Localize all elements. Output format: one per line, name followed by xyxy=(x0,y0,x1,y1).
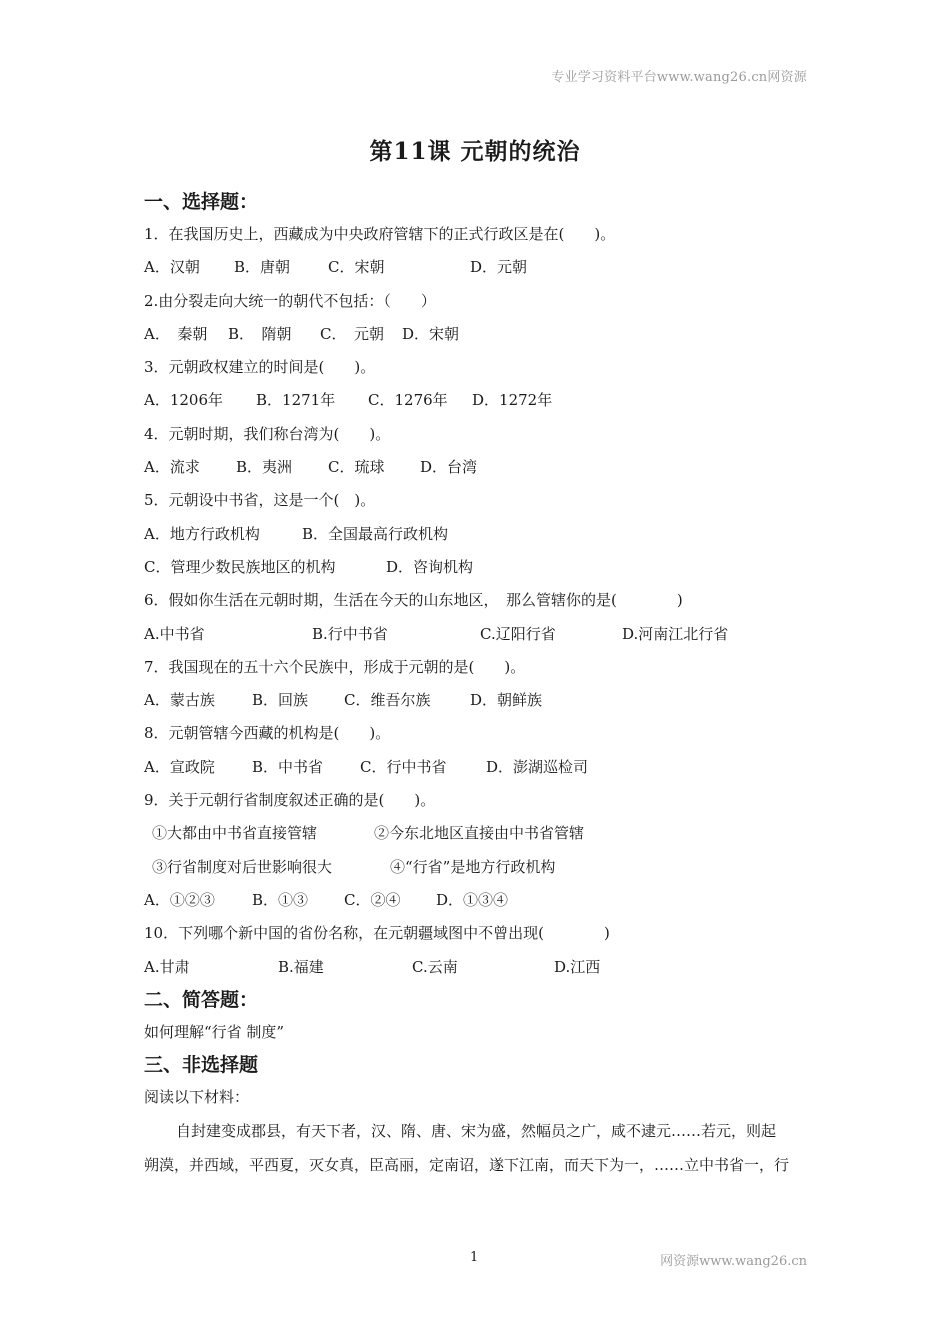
statement: ③行省制度对后世影响很大 xyxy=(152,857,333,876)
question-text: 4．元朝时期，我们称台湾为( )。 xyxy=(144,424,391,443)
option: A．1206年 xyxy=(144,391,224,410)
section-heading-choice: 一、选择题： xyxy=(144,191,259,213)
option: C．1276年 xyxy=(368,391,448,410)
option: D．咨询机构 xyxy=(386,557,474,576)
question-text: 5．元朝设中书省，这是一个( )。 xyxy=(144,491,376,510)
option: D．澎湖巡检司 xyxy=(486,757,589,776)
option: B．中书省 xyxy=(252,757,324,776)
reading-passage-line: 自封建变成郡县，有天下者，汉、隋、唐、宋为盛，然幅员之广，咸不逮元……若元，则起 xyxy=(176,1122,777,1141)
question-text: 10．下列哪个新中国的省份名称，在元朝疆域图中不曾出现( ) xyxy=(144,924,610,943)
page-title: 第11课 元朝的统治 xyxy=(369,138,581,165)
option: B．全国最高行政机构 xyxy=(302,524,449,543)
question-text: 7．我国现在的五十六个民族中，形成于元朝的是( )。 xyxy=(144,657,526,676)
page-number: 1 xyxy=(470,1250,479,1265)
question-text: 9．关于元朝行省制度叙述正确的是( )。 xyxy=(144,791,436,810)
option-row xyxy=(144,451,814,484)
statement-row xyxy=(144,817,814,850)
option-row xyxy=(144,251,814,284)
statement-row xyxy=(144,851,814,884)
option-row xyxy=(144,318,814,351)
option: D．朝鲜族 xyxy=(470,691,543,710)
footer-watermark: 网资源www.wang26.cn xyxy=(660,1254,807,1269)
option: B．夷洲 xyxy=(236,458,293,477)
option: B．1271年 xyxy=(256,391,336,410)
option: A．宣政院 xyxy=(144,757,215,776)
option: B．回族 xyxy=(252,691,309,710)
option: B.行中书省 xyxy=(312,624,388,643)
option: A.甘肃 xyxy=(144,957,190,976)
question-text: 6．假如你生活在元朝时期，生活在今天的山东地区， 那么管辖你的是( ) xyxy=(144,591,683,610)
option: B． 隋朝 xyxy=(228,324,292,343)
option: A.中书省 xyxy=(144,624,205,643)
option: C．管理少数民族地区的机构 xyxy=(144,557,336,576)
option: B．①③ xyxy=(252,890,309,909)
option: C． 元朝 xyxy=(320,324,384,343)
reading-passage-line: 朔漠，并西域，平西夏，灭女真，臣高丽，定南诏，遂下江南，而天下为一，……立中书省一，行 xyxy=(144,1156,790,1175)
option: D.江西 xyxy=(554,957,601,976)
option: A．①②③ xyxy=(144,890,215,909)
option-row xyxy=(144,551,814,584)
option: A．流求 xyxy=(144,458,200,477)
option-row xyxy=(144,884,814,917)
option: D．元朝 xyxy=(470,258,528,277)
option: D.河南江北行省 xyxy=(622,624,729,643)
option: D．①③④ xyxy=(436,890,509,909)
document-body xyxy=(144,186,814,1182)
short-answer-question: 如何理解“行省 制度” xyxy=(144,1022,285,1041)
option: C．维吾尔族 xyxy=(344,691,431,710)
statement: ②今东北地区直接由中书省管辖 xyxy=(374,824,585,843)
option-row xyxy=(144,618,814,651)
question-text: 2.由分裂走向大统一的朝代不包括：（ ） xyxy=(144,291,436,310)
option: C.云南 xyxy=(412,957,458,976)
header-watermark: 专业学习资料平台www.wang26.cn网资源 xyxy=(551,70,807,85)
option: B．唐朝 xyxy=(234,258,291,277)
reading-intro: 阅读以下材料： xyxy=(144,1088,250,1107)
question-text: 8．元朝管辖今西藏的机构是( )。 xyxy=(144,724,391,743)
option: A． 秦朝 xyxy=(144,324,208,343)
option: C．行中书省 xyxy=(360,757,447,776)
option: B.福建 xyxy=(278,957,324,976)
question-text: 1．在我国历史上，西藏成为中央政府管辖下的正式行政区是在( )。 xyxy=(144,225,616,243)
option-row xyxy=(144,384,814,417)
option: C．宋朝 xyxy=(328,258,385,277)
option: D．1272年 xyxy=(472,391,553,410)
option-row xyxy=(144,951,814,984)
option: A．汉朝 xyxy=(144,258,200,277)
statement: ①大都由中书省直接管辖 xyxy=(152,824,318,843)
option: A．蒙古族 xyxy=(144,691,215,710)
section-heading-short-answer: 二、简答题： xyxy=(144,988,259,1011)
statement: ④“行省”是地方行政机构 xyxy=(390,857,556,876)
option: A．地方行政机构 xyxy=(144,524,260,543)
section-heading-non-choice: 三、非选择题 xyxy=(144,1054,259,1077)
option: D．宋朝 xyxy=(402,324,460,343)
option: C．②④ xyxy=(344,890,401,909)
question-text: 3．元朝政权建立的时间是( )。 xyxy=(144,358,376,377)
option: D．台湾 xyxy=(420,458,478,477)
option-row xyxy=(144,518,814,551)
option: C．琉球 xyxy=(328,458,385,477)
option-row xyxy=(144,684,814,717)
option-row xyxy=(144,751,814,784)
option: C.辽阳行省 xyxy=(480,624,556,643)
